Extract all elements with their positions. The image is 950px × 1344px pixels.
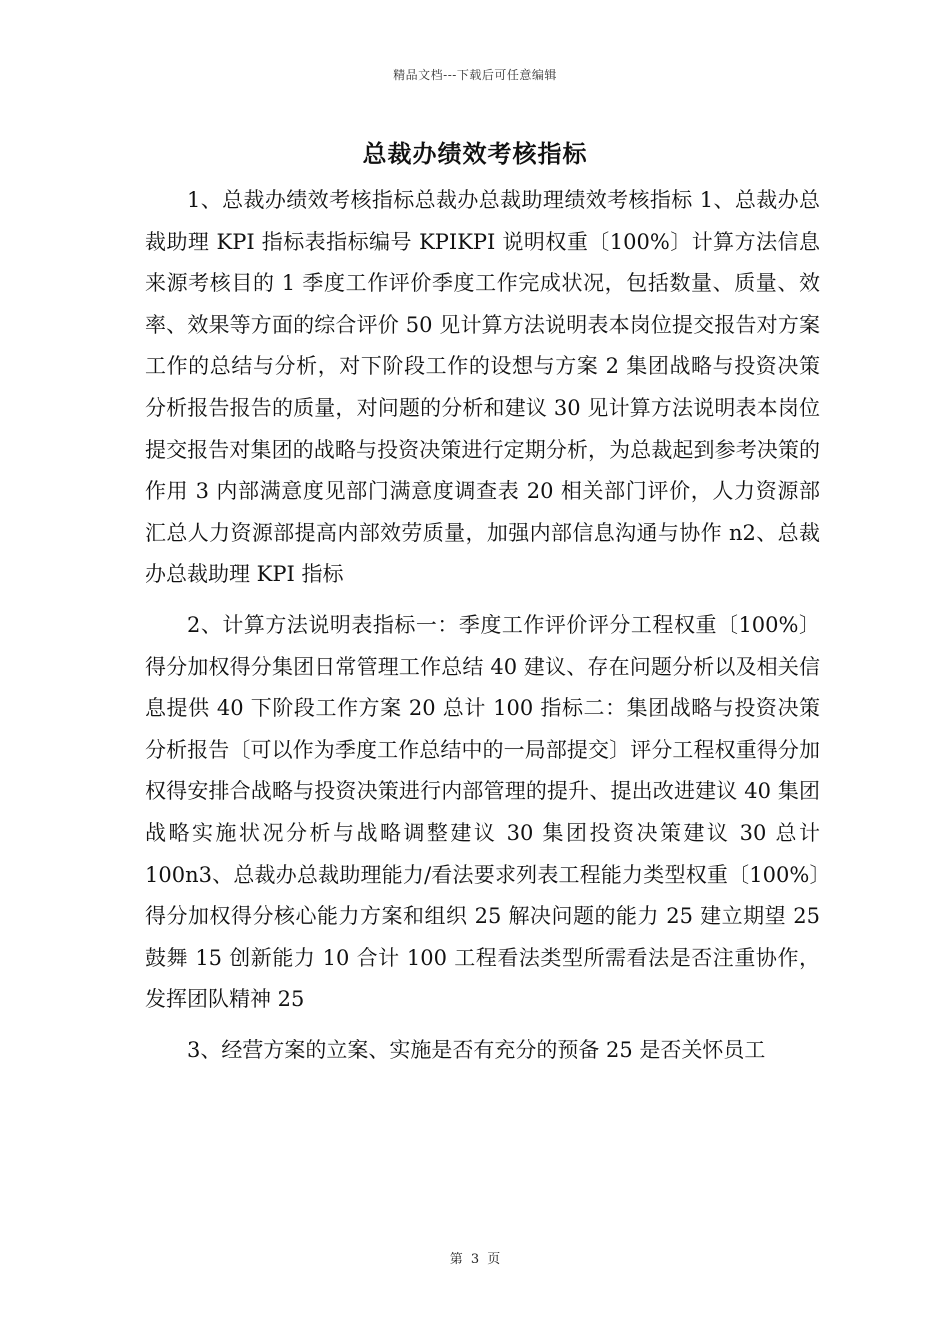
page-header: 精品文档---下载后可任意编辑 <box>393 68 557 82</box>
document-title: 总裁办绩效考核指标 <box>362 139 588 168</box>
paragraph-1: 1、总裁办绩效考核指标总裁办总裁助理绩效考核指标 1、总裁办总裁助理 KPI 指标表指标编号 KPIKPI 说明权重〔100%〕计算方法信息来源考核目的 1 季度工作评价季度工作完成状况，包括数量、质量、效率、效果等方面的综合评价 50 见计算方法说明表本岗位提交报告对方案工作的总结与分析，对下阶段工作的设想与方案 2 集团战略与投资决策分析报告报告的质量，对问题的分析和建议 30 见计算方法说明表本岗位提交报告对集团的战略与投资决策进行定期分析，为总裁起到参考决策的作用 3 内部满意度见部门满意度调查表 20 相关部门评价，人力资源部汇总人力资源部提高内部效劳质量，加强内部信息沟通与协作 n2、总裁办总裁助理 KPI 指标 <box>145 188 820 587</box>
paragraph-2: 2、计算方法说明表指标一：季度工作评价评分工程权重〔100%〕得分加权得分集团日常管理工作总结 40 建议、存在问题分析以及相关信息提供 40 下阶段工作方案 20 总计 100 指标二：集团战略与投资决策分析报告〔可以作为季度工作总结中的一局部提交〕评分工程权重得分加权得安排合战略与投资决策进行内部管理的提升、提出改进建议 40 集团战略实施状况分析与战略调整建议 30 集团投资决策建议 30 总计 100n3、总裁办总裁助理能力/看法要求列表工程能力类型权重〔100%〕得分加权得分核心能力方案和组织 25 解决问题的能力 25 建立期望 25 鼓舞 15 创新能力 10 合计 100 工程看法类型所需看法是否注重协作，发挥团队精神 25 <box>145 612 820 1012</box>
paragraph-3: 3、经营方案的立案、实施是否有充分的预备 25 是否关怀员工 <box>187 1037 766 1062</box>
document-body <box>145 180 820 1071</box>
page-number: 第 3 页 <box>449 1252 501 1267</box>
